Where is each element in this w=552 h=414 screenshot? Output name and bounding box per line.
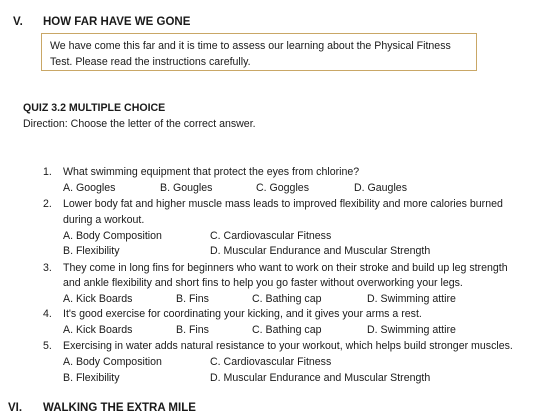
question-2-option-c: C. Cardiovascular Fitness [210,230,332,242]
question-3-option-c: C. Bathing cap [252,293,322,305]
quiz-direction: Direction: Choose the letter of the correct answer. [23,118,256,130]
intro-text [50,38,451,70]
question-4-option-d: D. Swimming attire [367,324,456,336]
question-3-text-line-2: and ankle flexibility and short fins to help you go faster without overworking your legs. [63,277,463,289]
question-5-number: 5. [43,340,52,352]
question-3-option-b: B. Fins [176,293,209,305]
question-2-text-line-1: Lower body fat and higher muscle mass leads to improved flexibility and more calories burned [63,198,503,210]
question-3-option-a: A. Kick Boards [63,293,133,305]
question-2-option-d: D. Muscular Endurance and Muscular Strength [210,245,431,257]
question-1-option-c: C. Goggles [256,182,309,194]
intro-box [41,33,477,71]
question-5-text: Exercising in water adds natural resistance to your workout, which helps build stronger muscles. [63,340,513,352]
question-4-option-b: B. Fins [176,324,209,336]
question-4-number: 4. [43,308,52,320]
question-5-option-c: C. Cardiovascular Fitness [210,356,332,368]
question-1-option-d: D. Gaugles [354,182,407,194]
question-3-option-d: D. Swimming attire [367,293,456,305]
question-5-option-a: A. Body Composition [63,356,162,368]
question-2-option-a: A. Body Composition [63,230,162,242]
question-2-option-b: B. Flexibility [63,245,120,257]
section-number: V. [13,16,23,28]
intro-line-1: We have come this far and it is time to assess our learning about the Physical Fitness [50,40,451,52]
section-title: HOW FAR HAVE WE GONE [43,16,191,28]
next-section-number: VI. [8,402,23,414]
question-4-text: It's good exercise for coordinating your kicking, and it gives your arms a rest. [63,308,422,320]
question-4-option-c: C. Bathing cap [252,324,322,336]
intro-line-2: Test. Please read the instructions carefully. [50,56,251,68]
question-2-number: 2. [43,198,52,210]
question-1-option-b: B. Gougles [160,182,213,194]
question-2-text-line-2: during a workout. [63,214,145,226]
next-section-title: WALKING THE EXTRA MILE [43,402,196,414]
question-1-text: What swimming equipment that protect the eyes from chlorine? [63,166,360,178]
question-1-option-a: A. Googles [63,182,116,194]
quiz-title: QUIZ 3.2 MULTIPLE CHOICE [23,102,166,114]
question-5-option-d: D. Muscular Endurance and Muscular Strength [210,372,431,384]
question-5-option-b: B. Flexibility [63,372,120,384]
question-3-text-line-1: They come in long fins for beginners who want to work on their stroke and build up leg strength [63,262,508,274]
question-3-number: 3. [43,262,52,274]
question-1-number: 1. [43,166,52,178]
question-4-option-a: A. Kick Boards [63,324,133,336]
